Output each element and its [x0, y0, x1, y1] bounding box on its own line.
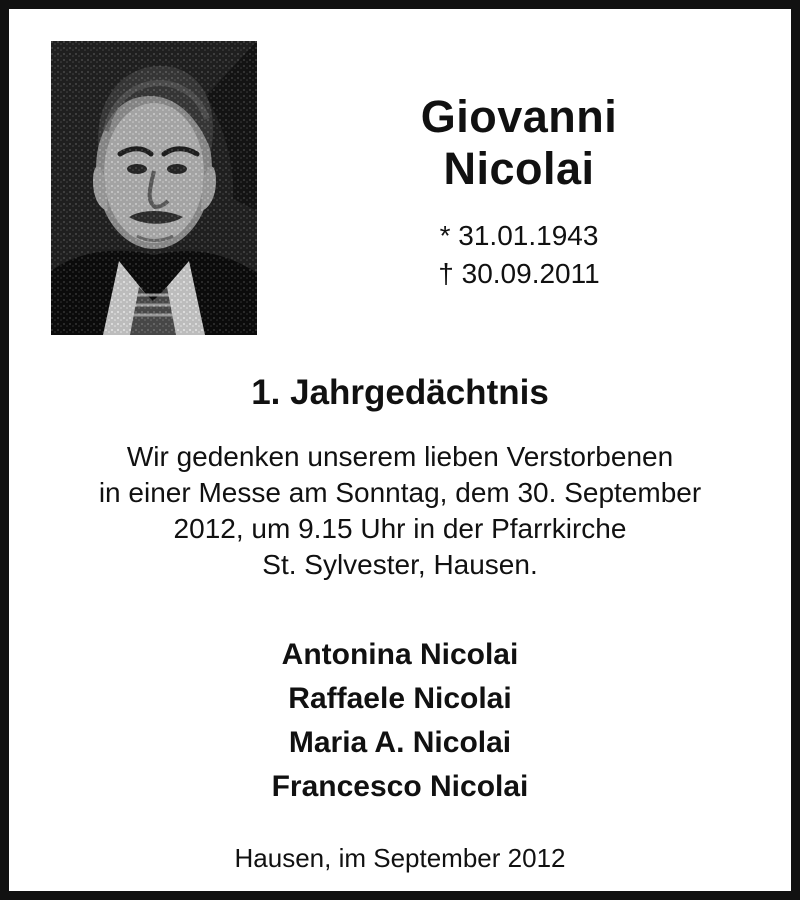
last-name: Nicolai: [443, 143, 595, 194]
portrait-illustration: [51, 41, 257, 335]
anniversary-heading: 1. Jahrgedächtnis: [251, 373, 549, 412]
message-line: in einer Messe am Sonntag, dem 30. September: [98, 477, 702, 508]
family-member: Antonina Nicolai: [281, 638, 519, 671]
place-and-date: Hausen, im September 2012: [234, 843, 566, 873]
family-member: Raffaele Nicolai: [288, 682, 512, 715]
portrait-photo: [51, 41, 257, 335]
message-line: 2012, um 9.15 Uhr in der Pfarrkirche: [173, 513, 627, 544]
memorial-message: [9, 439, 791, 583]
life-dates: [309, 217, 729, 293]
message-line: St. Sylvester, Hausen.: [262, 549, 538, 580]
deceased-info: [309, 91, 729, 293]
family-member: Francesco Nicolai: [271, 770, 529, 803]
family-member: Maria A. Nicolai: [288, 726, 512, 759]
first-name: Giovanni: [420, 91, 618, 142]
message-line: Wir gedenken unserem lieben Verstorbenen: [126, 441, 674, 472]
birth-date: * 31.01.1943: [439, 220, 599, 251]
death-date: † 30.09.2011: [438, 258, 600, 289]
family-signatures: [9, 633, 791, 809]
